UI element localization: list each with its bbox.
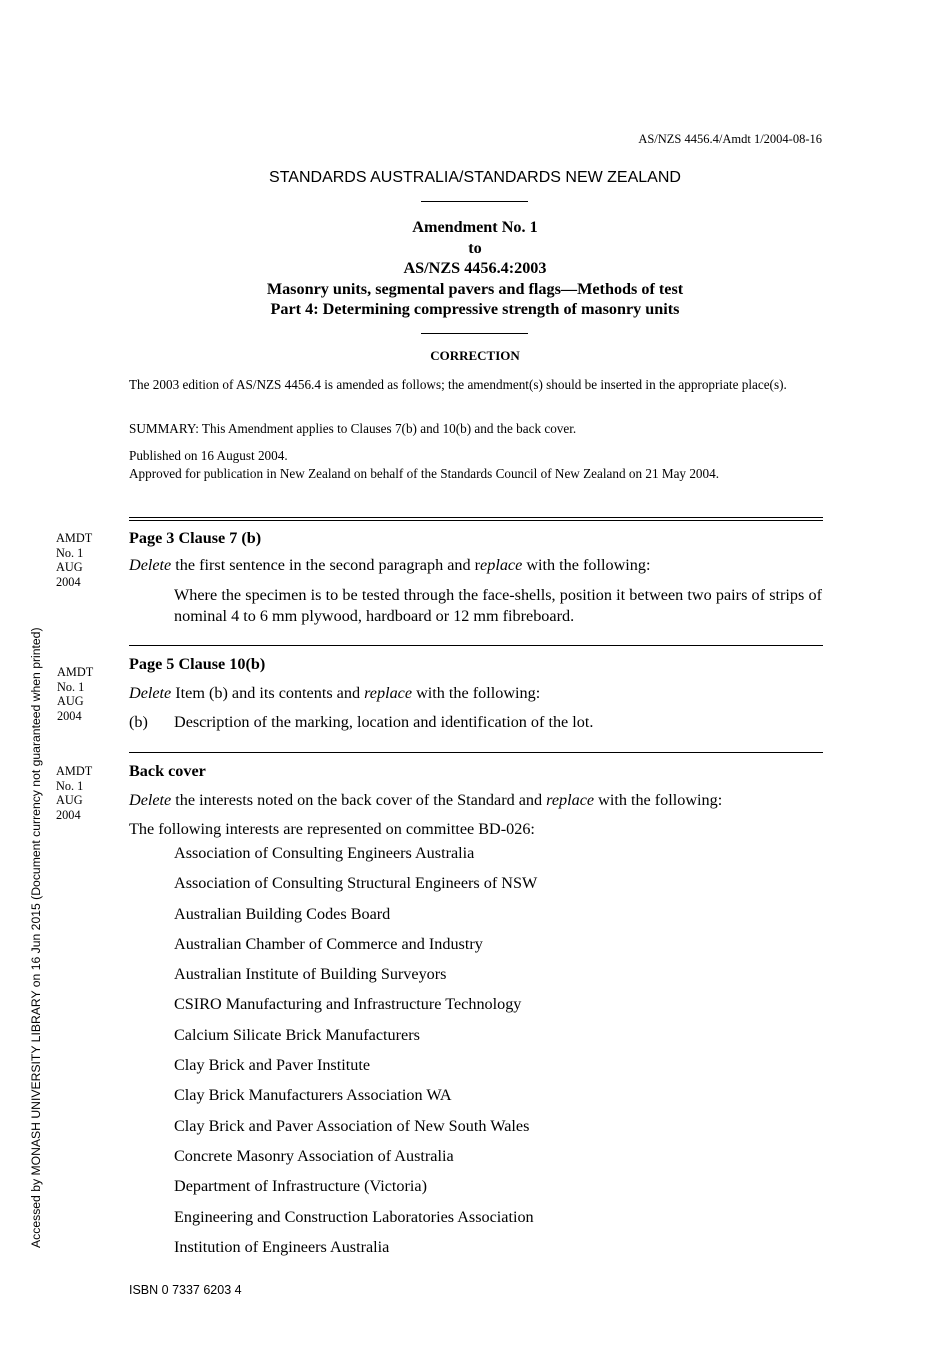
instruction-text-end: with the following: [412, 684, 541, 702]
amdt-month: AUG [56, 793, 83, 807]
list-item: Australian Institute of Building Surveyors [174, 965, 447, 984]
section-divider-double [129, 517, 823, 521]
amdt-number: No. 1 [57, 679, 85, 694]
amdt-label: AMDT [57, 665, 94, 679]
published-date: Published on 16 August 2004. [129, 448, 288, 463]
instruction-clause-10b [129, 683, 823, 704]
summary-paragraph: SUMMARY: This Amendment applies to Clauses 7(b) and 10(b) and the back cover. [129, 421, 577, 436]
access-watermark: Accessed by MONASH UNIVERSITY LIBRARY on 16 Jun 2015 (Document currency not guaranteed when printed) [29, 627, 43, 1248]
organization-heading: STANDARDS AUSTRALIA/STANDARDS NEW ZEALAND [269, 169, 681, 186]
list-item: Clay Brick and Paver Institute [174, 1056, 371, 1075]
list-item: Concrete Masonry Association of Australia [174, 1146, 454, 1165]
section-heading-clause-10b: Page 5 Clause 10(b) [129, 655, 266, 673]
title-divider-bottom [421, 333, 528, 334]
list-item: Calcium Silicate Brick Manufacturers [174, 1025, 420, 1044]
instruction-text: the interests noted on the back cover of the Standard and [171, 791, 547, 809]
title-line-to: to [468, 238, 482, 257]
isbn: ISBN 0 7337 6203 4 [129, 1283, 242, 1297]
delete-word: Delete [129, 684, 172, 702]
title-line-amendment: Amendment No. 1 [412, 218, 538, 236]
item-text: Description of the marking, location and identification of the lot. [174, 713, 594, 731]
instruction-text-end: with the following: [522, 556, 651, 574]
instruction-text-end: with the following: [594, 791, 723, 809]
intro-paragraph: The 2003 edition of AS/NZS 4456.4 is amended as follows; the amendment(s) should be inserted in the appropriate place(s). [129, 377, 787, 392]
amdt-year: 2004 [56, 807, 81, 822]
document-id: AS/NZS 4456.4/Amdt 1/2004-08-16 [638, 132, 822, 146]
list-item: Australian Chamber of Commerce and Industry [174, 934, 483, 953]
list-item: CSIRO Manufacturing and Infrastructure Technology [174, 995, 522, 1014]
amdt-year: 2004 [57, 708, 82, 723]
replacement-text-clause-7b: Where the specimen is to be tested through the face-shells, position it between two pairs of strips of nominal 4 to 6 mm plywood, hardboard or 12 mm fibreboard. [174, 586, 822, 625]
amendment-title [0, 217, 950, 320]
approval-note: Approved for publication in New Zealand on behalf of the Standards Council of New Zealand on 21 May 2004. [129, 466, 719, 481]
amdt-label: AMDT [56, 764, 93, 778]
list-item: Australian Building Codes Board [174, 904, 391, 923]
delete-word: Delete [129, 556, 172, 574]
amendment-marker [56, 764, 92, 822]
amdt-year: 2004 [56, 574, 81, 589]
title-line-standard: AS/NZS 4456.4:2003 [403, 259, 547, 277]
amdt-month: AUG [57, 694, 84, 708]
section-divider [129, 752, 823, 753]
title-divider-top [421, 201, 528, 202]
amdt-number: No. 1 [56, 545, 84, 560]
section-heading-clause-7b: Page 3 Clause 7 (b) [129, 529, 262, 547]
amendment-marker [57, 665, 93, 723]
list-item: Institution of Engineers Australia [174, 1237, 390, 1256]
replace-word: eplace [480, 556, 523, 574]
list-item: Engineering and Construction Laboratories Association [174, 1207, 534, 1226]
instruction-text: Item (b) and its contents and [171, 684, 365, 702]
list-item: Clay Brick and Paver Association of New South Wales [174, 1116, 530, 1135]
title-line-part: Part 4: Determining compressive strength of masonry units [270, 300, 680, 318]
committee-intro: The following interests are represented on committee BD-026: [129, 820, 535, 838]
instruction-clause-7b [129, 555, 823, 576]
instruction-back-cover [129, 790, 823, 811]
replace-word: replace [546, 791, 595, 809]
list-item: Department of Infrastructure (Victoria) [174, 1177, 427, 1196]
delete-word: Delete [129, 791, 172, 809]
amdt-label: AMDT [56, 531, 93, 545]
section-heading-back-cover: Back cover [129, 762, 206, 780]
correction-label: CORRECTION [430, 348, 520, 363]
amdt-number: No. 1 [56, 778, 84, 793]
title-line-subject: Masonry units, segmental pavers and flags—Methods of test [266, 279, 684, 298]
section-divider [129, 645, 823, 646]
list-item: Association of Consulting Structural Engineers of NSW [174, 874, 538, 893]
amdt-month: AUG [56, 560, 83, 574]
replace-word: replace [364, 684, 413, 702]
list-item: Association of Consulting Engineers Australia [174, 844, 475, 862]
interests-list [174, 843, 537, 1267]
item-label: (b) [129, 713, 148, 731]
amendment-marker [56, 531, 92, 589]
instruction-text: the first sentence in the second paragraph and r [171, 556, 481, 574]
list-item: Clay Brick Manufacturers Association WA [174, 1086, 452, 1105]
